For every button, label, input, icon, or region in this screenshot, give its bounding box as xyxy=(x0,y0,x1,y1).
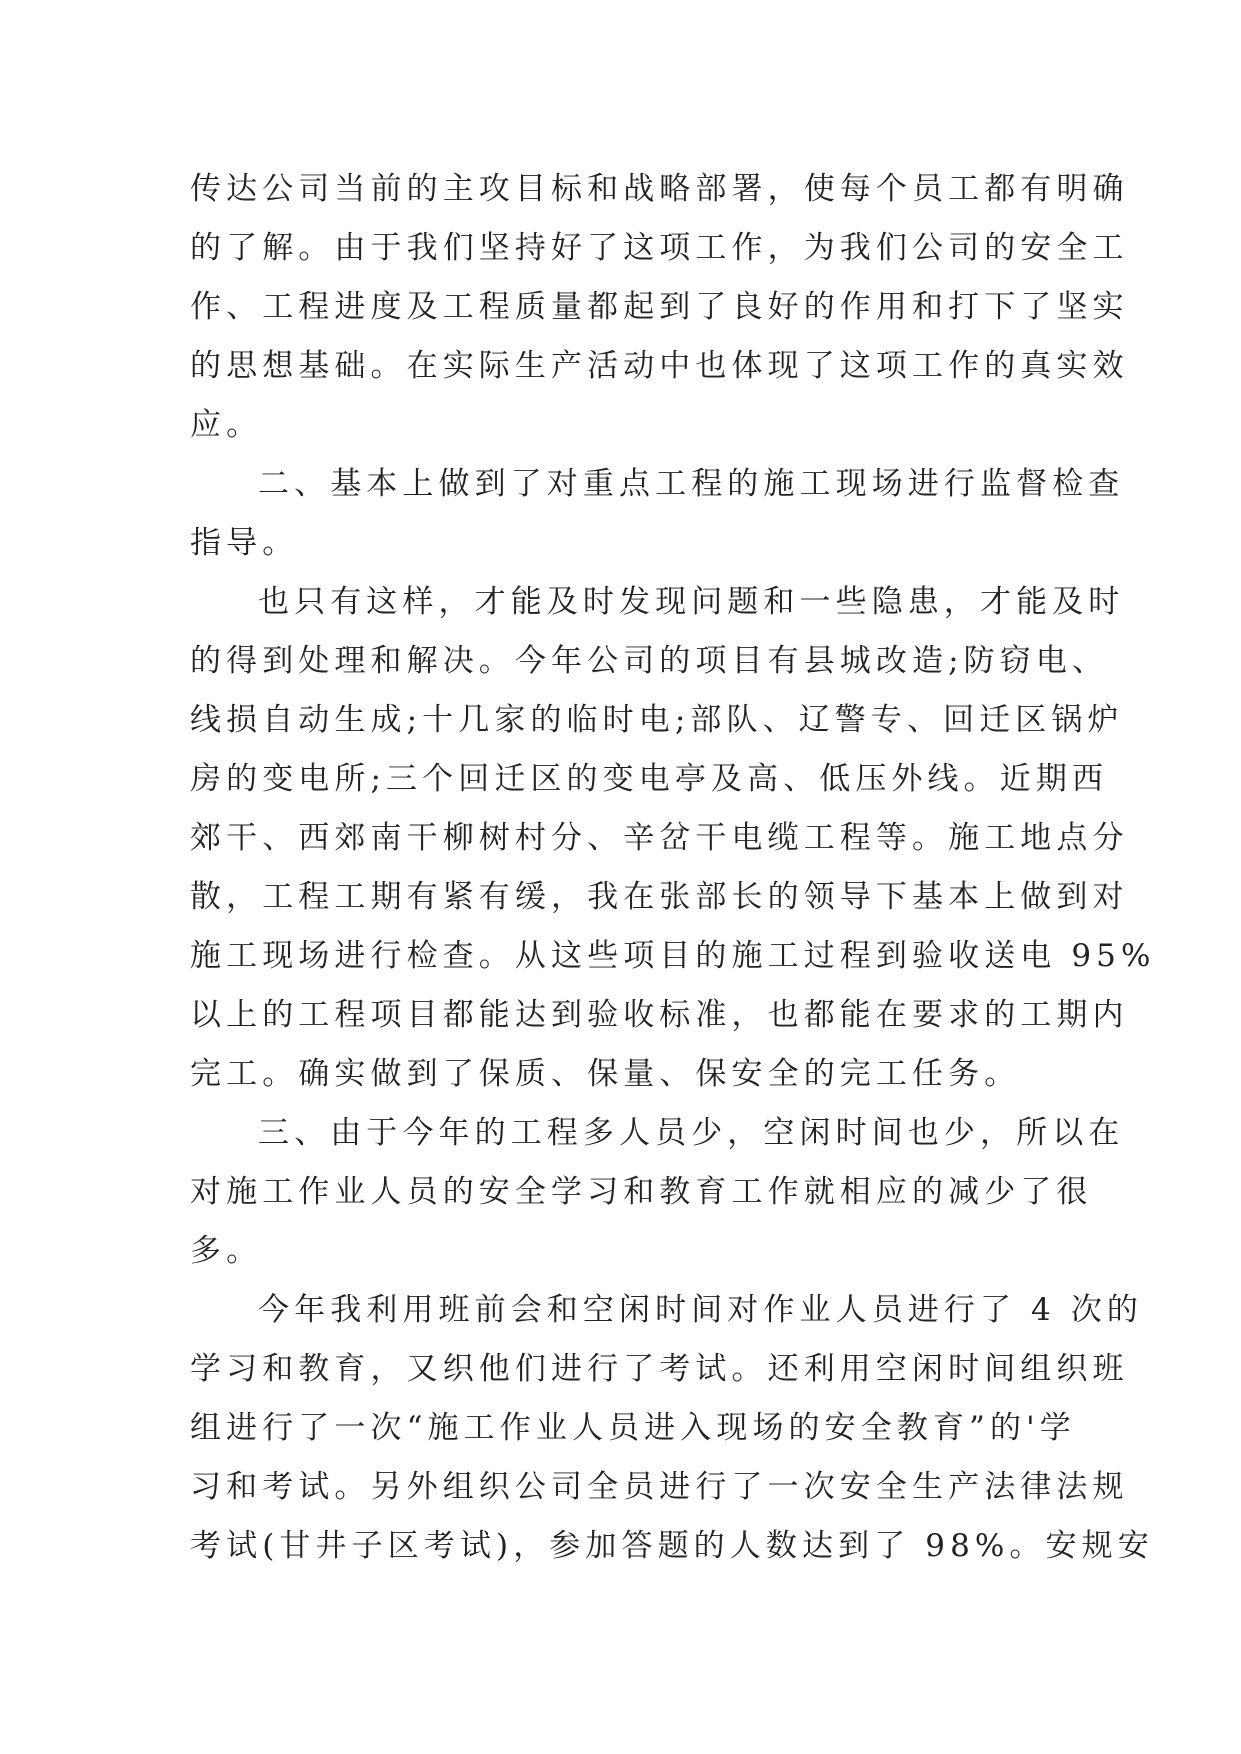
section-heading-3: 三、由于今年的工程多人员少，空闲时间也少，所以在 xyxy=(258,1115,1125,1151)
text-line: 线损自动生成;十几家的临时电;部队、辽警专、回迁区锅炉 xyxy=(190,702,1124,738)
text-line: 房的变电所;三个回迁区的变电亭及高、低压外线。近期西 xyxy=(190,761,1109,797)
text-line: 以上的工程项目都能达到验收标准，也都能在要求的工期内 xyxy=(190,997,1129,1033)
text-line: 散，工程工期有紧有缓，我在张部长的领导下基本上做到对 xyxy=(190,879,1129,915)
text-line: 多。 xyxy=(190,1233,263,1269)
text-line: 考试(甘井子区考试)，参加答题的人数达到了 98%。安规安 xyxy=(190,1528,1154,1564)
text-line: 指导。 xyxy=(190,525,299,561)
text-line: 施工现场进行检查。从这些项目的施工过程到验收送电 95% xyxy=(190,938,1156,974)
text-line: 应。 xyxy=(190,407,263,443)
text-line: 郊干、西郊南干柳树村分、辛岔干电缆工程等。施工地点分 xyxy=(190,820,1129,856)
paragraph-start: 也只有这样，才能及时发现问题和一些隐患，才能及时 xyxy=(258,584,1125,620)
text-line: 学习和教育，又织他们进行了考试。还利用空闲时间组织班 xyxy=(190,1351,1129,1387)
text-line: 对施工作业人员的安全学习和教育工作就相应的减少了很 xyxy=(190,1174,1093,1210)
text-line: 习和考试。另外组织公司全员进行了一次安全生产法律法规 xyxy=(190,1469,1129,1505)
paragraph-start: 今年我利用班前会和空闲时间对作业人员进行了 4 次的 xyxy=(258,1292,1144,1328)
text-line: 的了解。由于我们坚持好了这项工作，为我们公司的安全工 xyxy=(190,230,1129,266)
text-line: 的得到处理和解决。今年公司的项目有县城改造;防窃电、 xyxy=(190,643,1109,679)
text-line: 完工。确实做到了保质、保量、保安全的完工任务。 xyxy=(190,1056,1021,1092)
text-line: 作、工程进度及工程质量都起到了良好的作用和打下了坚实 xyxy=(190,289,1129,325)
text-line: 组进行了一次“施工作业人员进入现场的安全教育”的'学 xyxy=(190,1410,1076,1446)
text-line: 传达公司当前的主攻目标和战略部署，使每个员工都有明确 xyxy=(190,171,1129,207)
section-heading-2: 二、基本上做到了对重点工程的施工现场进行监督检查 xyxy=(258,466,1125,502)
body-text xyxy=(190,160,1156,1576)
text-line: 的思想基础。在实际生产活动中也体现了这项工作的真实效 xyxy=(190,348,1129,384)
